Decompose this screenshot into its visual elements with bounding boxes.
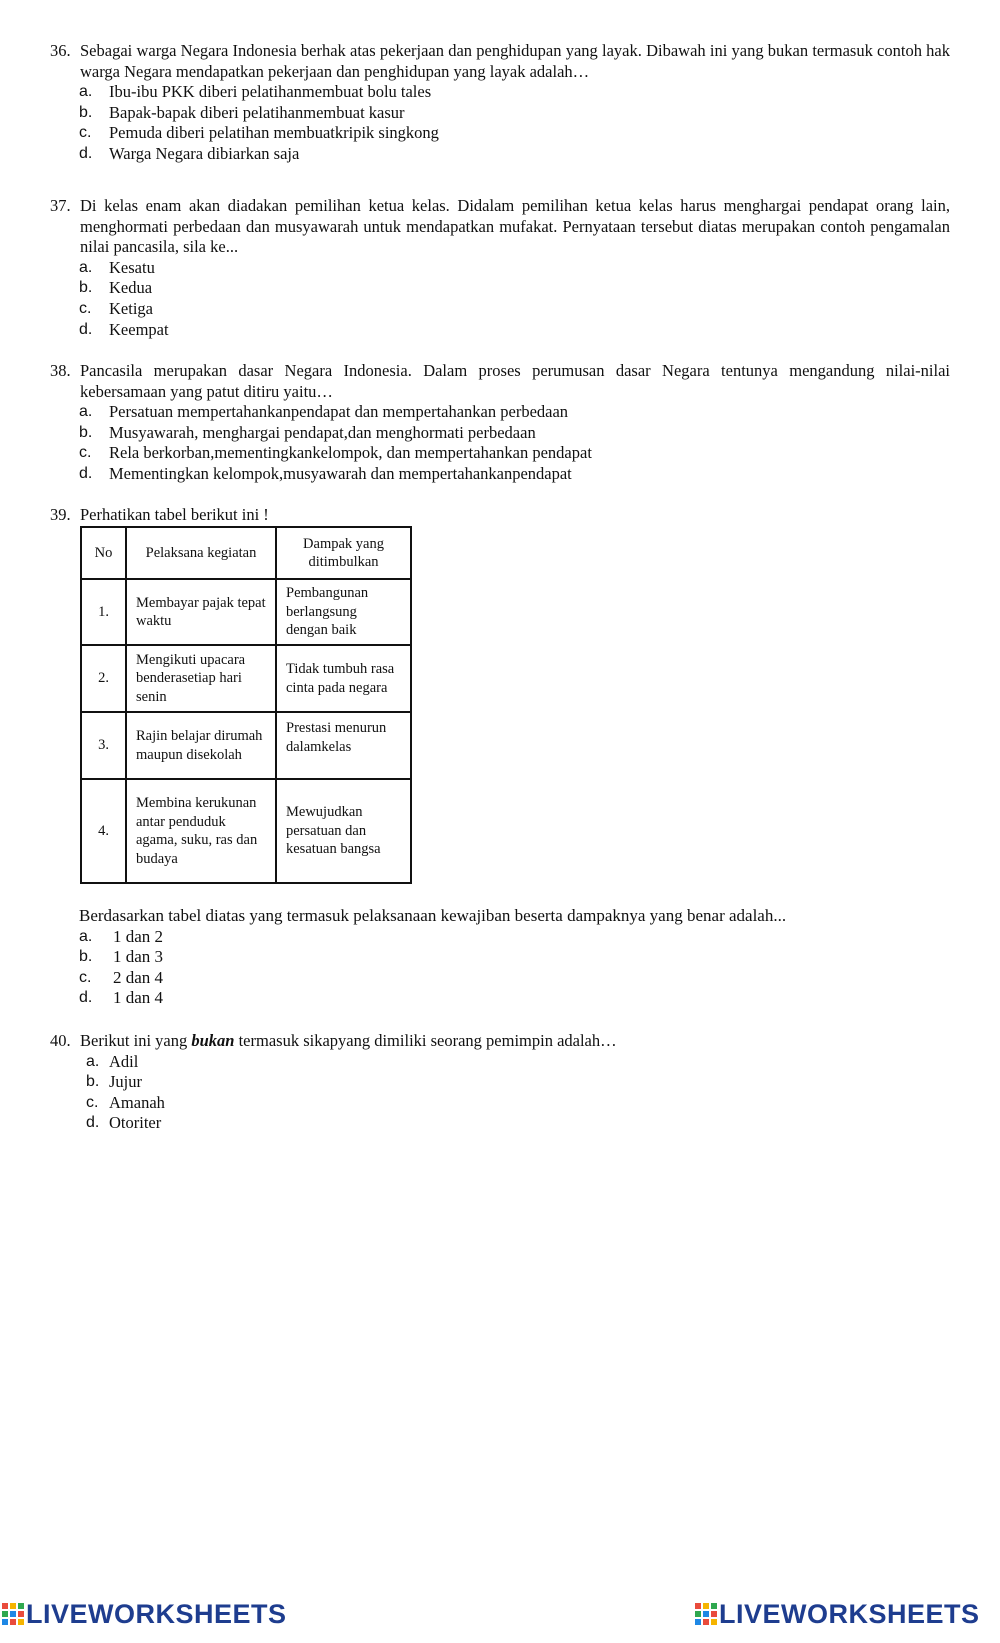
- option-letter: b.: [79, 103, 93, 121]
- question-39-body: [79, 906, 786, 1009]
- option-letter: d.: [79, 144, 93, 162]
- table-row: [81, 645, 411, 712]
- option-letter: d.: [86, 1114, 100, 1132]
- question-text: [80, 1031, 950, 1052]
- table-header-row: [81, 527, 411, 579]
- table-cell-dampak: Pembangunan berlangsung dengan baik: [276, 579, 411, 645]
- option-b[interactable]: [79, 278, 950, 299]
- liveworksheets-logo-left: [2, 1599, 287, 1629]
- option-d[interactable]: [79, 464, 950, 485]
- question-36: [50, 41, 950, 165]
- option-d[interactable]: [79, 144, 950, 165]
- option-letter: c.: [86, 1093, 99, 1111]
- question-text: Sebagai warga Negara Indonesia berhak atas pekerjaan dan penghidupan yang layak. Dibawah ini yang bukan termasuk contoh hak warga Negara mendapatkan pekerjaan dan penghidupan yang layak adalah…: [80, 41, 950, 81]
- table-cell-kegiatan: Membayar pajak tepat waktu: [126, 579, 276, 645]
- table-cell-dampak: Prestasi menurun dalamkelas: [276, 712, 411, 779]
- option-c[interactable]: [79, 123, 950, 144]
- question-38: [50, 361, 950, 485]
- option-a[interactable]: [86, 1052, 950, 1073]
- option-text: Rela berkorban,mementingkankelompok, dan mempertahankan pendapat: [109, 443, 592, 463]
- option-letter: c.: [79, 124, 92, 142]
- table-cell-kegiatan: Membina kerukunan antar penduduk agama, suku, ras dan budaya: [126, 779, 276, 883]
- option-text: 1 dan 3: [113, 947, 164, 967]
- option-text: Ibu-ibu PKK diberi pelatihanmembuat bolu tales: [109, 82, 432, 102]
- table-cell-dampak: Mewujudkan persatuan dan kesatuan bangsa: [276, 779, 411, 883]
- option-text: Pemuda diberi pelatihan membuatkripik singkong: [109, 123, 439, 143]
- liveworksheets-logo-icon: [2, 1603, 24, 1625]
- option-d[interactable]: [79, 988, 786, 1009]
- option-letter: a.: [79, 83, 93, 101]
- option-text: Bapak-bapak diberi pelatihanmembuat kasur: [109, 102, 405, 122]
- option-text: Otoriter: [109, 1113, 162, 1133]
- question-emphasis: bukan: [191, 1031, 235, 1050]
- table-cell-no: 4.: [81, 779, 126, 883]
- question-39: [50, 505, 950, 526]
- question-text-after: termasuk sikapyang dimiliki seorang pemimpin adalah…: [234, 1031, 617, 1050]
- option-text: 2 dan 4: [113, 967, 164, 987]
- question-text-before: Berikut ini yang: [80, 1031, 192, 1050]
- option-text: Ketiga: [109, 298, 153, 318]
- table-row: [81, 779, 411, 883]
- liveworksheets-logo-icon: [695, 1603, 717, 1625]
- option-letter: b.: [79, 423, 93, 441]
- table-cell-no: 1.: [81, 579, 126, 645]
- logo-text: LIVEWORKSHEETS: [719, 1598, 980, 1629]
- option-c[interactable]: [79, 443, 950, 464]
- question-text: Perhatikan tabel berikut ini !: [80, 505, 269, 524]
- option-a[interactable]: [79, 402, 950, 423]
- table-header-kegiatan: Pelaksana kegiatan: [126, 527, 276, 579]
- option-letter: a.: [79, 403, 93, 421]
- option-letter: a.: [79, 258, 93, 276]
- option-letter: c.: [79, 299, 92, 317]
- question-40: [50, 1031, 950, 1134]
- option-text: 1 dan 4: [113, 988, 164, 1008]
- option-c[interactable]: [79, 299, 950, 320]
- question-number: 38.: [50, 361, 71, 380]
- option-b[interactable]: [86, 1072, 950, 1093]
- question-number: 36.: [50, 41, 71, 60]
- question-number: 37.: [50, 196, 71, 215]
- liveworksheets-logo-right: [695, 1599, 980, 1629]
- option-text: Adil: [109, 1051, 139, 1071]
- table-row: [81, 712, 411, 779]
- table-cell-dampak: Tidak tumbuh rasa cinta pada negara: [276, 645, 411, 712]
- table-row: [81, 579, 411, 645]
- option-b[interactable]: [79, 423, 950, 444]
- option-b[interactable]: [79, 103, 950, 124]
- option-letter: c.: [79, 968, 92, 986]
- option-d[interactable]: [86, 1113, 950, 1134]
- question-number: 40.: [50, 1031, 71, 1050]
- question-text: Berdasarkan tabel diatas yang termasuk pelaksanaan kewajiban beserta dampaknya yang benar adalah...: [79, 906, 787, 925]
- option-a[interactable]: [79, 82, 950, 103]
- table-cell-kegiatan: Rajin belajar dirumah maupun disekolah: [126, 712, 276, 779]
- option-text: Jujur: [109, 1072, 142, 1092]
- option-text: Musyawarah, menghargai pendapat,dan menghormati perbedaan: [109, 422, 536, 442]
- table-header-no: No: [81, 527, 126, 579]
- option-text: 1 dan 2: [113, 926, 164, 946]
- option-a[interactable]: [79, 927, 786, 948]
- activity-table: [80, 526, 412, 884]
- question-text: Di kelas enam akan diadakan pemilihan ketua kelas. Didalam pemilihan ketua kelas harus menghargai pendapat orang lain, menghormati perbedaan dan musyawarah untuk mendapatkan mufakat. Pernyataan tersebut diatas merupakan contoh pengamalan nilai pancasila, sila ke...: [80, 196, 950, 257]
- question-37: [50, 196, 950, 340]
- table-cell-kegiatan: Mengikuti upacara benderasetiap hari senin: [126, 645, 276, 712]
- question-number: 39.: [50, 505, 71, 524]
- option-c[interactable]: [86, 1093, 950, 1114]
- option-text: Mementingkan kelompok,musyawarah dan mempertahankanpendapat: [109, 463, 572, 483]
- question-text: Pancasila merupakan dasar Negara Indonesia. Dalam proses perumusan dasar Negara tentunya mengandung nilai-nilai kebersamaan yang patut ditiru yaitu…: [80, 361, 950, 401]
- option-text: Keempat: [109, 319, 169, 339]
- option-text: Persatuan mempertahankanpendapat dan mempertahankan perbedaan: [109, 402, 569, 422]
- option-letter: a.: [79, 927, 93, 945]
- logo-text: LIVEWORKSHEETS: [26, 1598, 287, 1629]
- option-text: Kedua: [109, 278, 153, 298]
- option-letter: b.: [86, 1073, 100, 1091]
- option-text: Warga Negara dibiarkan saja: [109, 143, 300, 163]
- table-header-dampak: Dampak yang ditimbulkan: [276, 527, 411, 579]
- table-cell-no: 2.: [81, 645, 126, 712]
- option-letter: a.: [86, 1052, 100, 1070]
- option-letter: d.: [79, 320, 93, 338]
- option-letter: c.: [79, 444, 92, 462]
- option-b[interactable]: [79, 947, 786, 968]
- option-text: Kesatu: [109, 257, 155, 277]
- option-letter: d.: [79, 989, 93, 1007]
- option-letter: d.: [79, 464, 93, 482]
- table-cell-no: 3.: [81, 712, 126, 779]
- option-a[interactable]: [79, 258, 950, 279]
- option-letter: b.: [79, 948, 93, 966]
- option-text: Amanah: [109, 1092, 165, 1112]
- option-c[interactable]: [79, 968, 786, 989]
- option-d[interactable]: [79, 320, 950, 341]
- option-letter: b.: [79, 279, 93, 297]
